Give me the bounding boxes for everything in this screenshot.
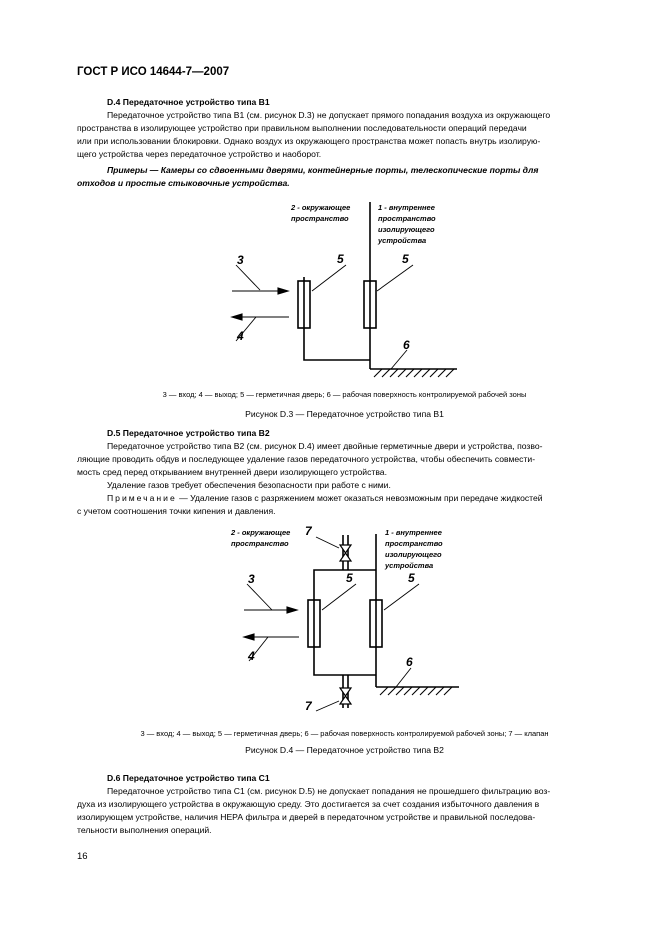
callout-number: 5 [337, 252, 344, 266]
callout-number: 3 [237, 253, 244, 267]
paragraph-line: изолирующем устройстве, наличия НЕРА фильтра и дверей в передаточном устройстве и правильной последова- [77, 812, 536, 822]
label-ambient: пространство [291, 214, 349, 223]
paragraph-line: мость сред перед открыванием внутренней двери изолирующего устройства. [77, 467, 387, 477]
paragraph-line: духа из изолирующего устройства в окружающую среду. Это достигается за счет создания избыточного давления в [77, 799, 540, 809]
page-number: 16 [77, 851, 88, 862]
examples-line: отходов и простые стыковочные устройства. [77, 178, 290, 188]
callout-number: 4 [237, 329, 244, 343]
paragraph-line: Передаточное устройство типа С1 (см. рисунок D.5) не допускает попадания не прошедшего фильтрацию воз- [107, 786, 551, 796]
label-isolator: устройства [385, 561, 434, 570]
label-isolator: 1 - внутреннее [385, 528, 442, 537]
arrow-head-icon [244, 634, 254, 640]
callout-number: 6 [406, 655, 413, 669]
label-isolator: пространство [385, 539, 443, 548]
document-header: ГОСТ Р ИСО 14644-7—2007 [77, 66, 230, 78]
label-isolator: пространство [378, 214, 436, 223]
paragraph-line: пространства в изолирующее устройство при правильном выполнении последовательности операций передачи [77, 123, 527, 133]
paragraph-line: ляющие проводить обдув и последующее удаление газов передаточного устройства, чтобы обеспечить совмести- [77, 454, 536, 464]
paragraph-line: Удаление газов требует обеспечения безопасности при работе с ними. [107, 480, 391, 490]
callout-number: 5 [408, 571, 415, 585]
callout-number: 6 [403, 338, 410, 352]
examples-line: Примеры — Камеры со сдвоенными дверями, контейнерные порты, телескопические порты для [107, 165, 539, 175]
label-ambient: 2 - окружающее [231, 528, 291, 537]
note-text: — Удаление газов с разряжением может оказаться невозможным при передаче жидкостей [176, 493, 543, 503]
callout-number: 7 [305, 524, 312, 538]
section-heading-d5: D.5 Передаточное устройство типа В2 [107, 428, 270, 438]
callout-number: 3 [248, 572, 255, 586]
section-heading-d4: D.4 Передаточное устройство типа В1 [107, 97, 270, 107]
leader-line [384, 584, 419, 610]
figure-d3-legend: 3 — вход; 4 — выход; 5 — герметичная дверь; 6 — рабочая поверхность контролируемой рабочей зоны [162, 390, 527, 399]
valve-icon [340, 545, 351, 553]
paragraph-line: Передаточное устройство типа В1 (см. рисунок D.3) не допускает прямого попадания воздуха из окружающего [107, 110, 551, 120]
paragraph-line: тельности выполнения операций. [77, 825, 212, 835]
label-ambient: 2 - окружающее [291, 203, 351, 212]
figure-d4-legend: 3 — вход; 4 — выход; 5 — герметичная дверь; 6 — рабочая поверхность контролируемой рабочей зоны; 7 — клапан [140, 729, 549, 738]
valve-icon [340, 696, 351, 704]
note-line: с учетом соотношения точки кипения и давления. [77, 506, 276, 516]
leader-line [322, 584, 356, 610]
callout-number: 5 [402, 252, 409, 266]
label-isolator: 1 - внутреннее [378, 203, 435, 212]
paragraph-line: щего устройства через передаточное устройство и наоборот. [77, 149, 322, 159]
leader-line [316, 701, 339, 711]
figure-d3-caption: Рисунок D.3 — Передаточное устройство типа В1 [245, 409, 444, 419]
callout-number: 5 [346, 571, 353, 585]
paragraph-line: Передаточное устройство типа В2 (см. рисунок D.4) имеет двойные герметичные двери и устройства, позво- [107, 441, 543, 451]
callout-number: 4 [248, 649, 255, 663]
figure-d4-caption: Рисунок D.4 — Передаточное устройство типа В2 [245, 745, 444, 755]
label-isolator: изолирующего [378, 225, 435, 234]
leader-line [247, 584, 272, 610]
label-isolator: устройства [378, 236, 427, 245]
work-surface-hatch [380, 687, 452, 695]
chamber-wall [314, 570, 376, 675]
valve-icon [340, 553, 351, 561]
leader-line [316, 537, 339, 548]
valve-icon [340, 688, 351, 696]
label-ambient: пространство [231, 539, 289, 548]
paragraph-line: или при использовании блокировки. Однако воздух из окружающего пространства может попасть внутрь изолирую- [77, 136, 541, 146]
callout-number: 7 [305, 699, 312, 713]
section-heading-d6: D.6 Передаточное устройство типа С1 [107, 773, 270, 783]
label-isolator: изолирующего [385, 550, 442, 559]
section-d6 [77, 772, 612, 837]
leader-line [396, 668, 411, 687]
note-label: Примечание [107, 493, 177, 503]
arrow-head-icon [287, 607, 297, 613]
